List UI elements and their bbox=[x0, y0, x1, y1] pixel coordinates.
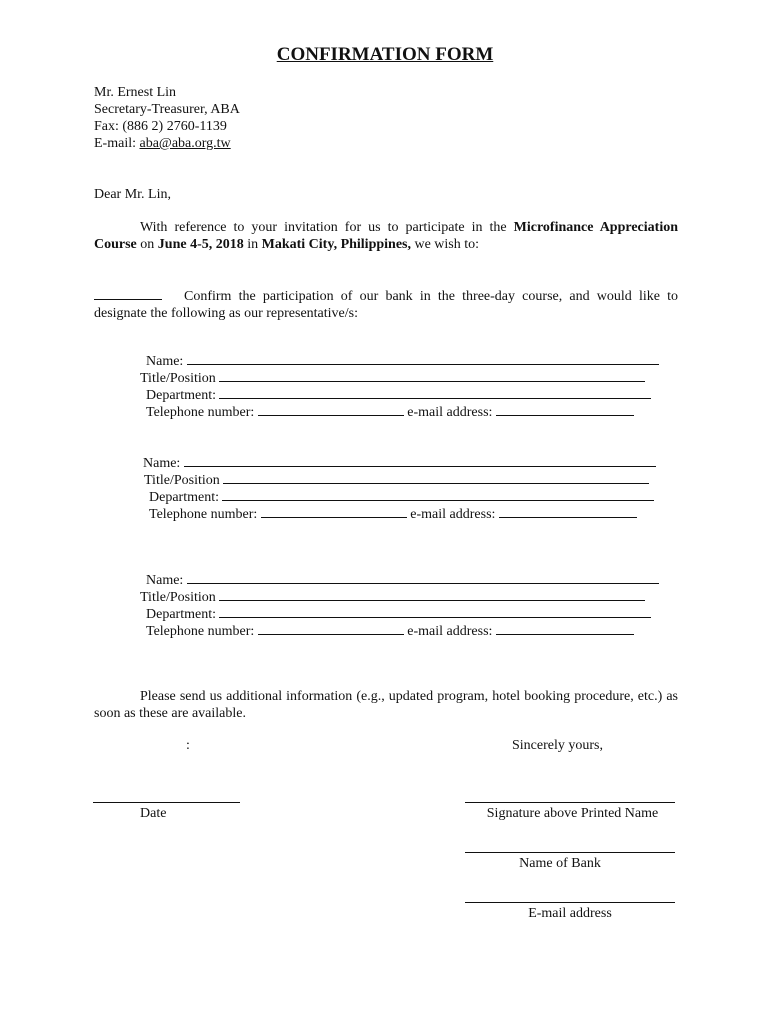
email-address-caption: E-mail address bbox=[528, 906, 612, 921]
representative-1 bbox=[140, 351, 700, 419]
representative-2 bbox=[143, 453, 703, 521]
confirm-text: Confirm the participation of our bank in the three-day course, and would like to designate the following as our representative/s: bbox=[94, 289, 678, 321]
name-field[interactable] bbox=[187, 351, 659, 365]
title-field[interactable] bbox=[219, 368, 645, 382]
name-field[interactable] bbox=[184, 453, 656, 467]
salutation: Dear Mr. Lin, bbox=[94, 187, 171, 202]
title-label: Title/Position bbox=[140, 590, 216, 605]
request-text: Please send us additional information (e.g., updated program, hotel booking procedure, etc.) as soon as these are available. bbox=[94, 689, 678, 721]
bank-name-line[interactable] bbox=[465, 852, 675, 853]
department-field[interactable] bbox=[222, 487, 654, 501]
email-label: E-mail: bbox=[94, 136, 140, 151]
request-paragraph bbox=[94, 688, 678, 722]
email-address-field[interactable] bbox=[499, 504, 637, 518]
email-address-field[interactable] bbox=[496, 402, 634, 416]
intro-text-1: With reference to your invitation for us to participate in the bbox=[140, 220, 514, 235]
addressee-position: Secretary-Treasurer, ABA bbox=[94, 102, 240, 117]
email-address-field[interactable] bbox=[496, 621, 634, 635]
course-name: Microfinance Appreciation Course bbox=[94, 220, 678, 252]
name-label: Name: bbox=[143, 456, 181, 471]
addressee-name: Mr. Ernest Lin bbox=[94, 85, 177, 100]
department-label: Department: bbox=[146, 607, 216, 622]
addressee-email-line bbox=[94, 135, 231, 152]
form-title: CONFIRMATION FORM bbox=[276, 44, 494, 65]
closing: Sincerely yours, bbox=[512, 738, 603, 753]
telephone-field[interactable] bbox=[258, 621, 404, 635]
intro-paragraph bbox=[94, 219, 678, 253]
colon-mark: : bbox=[186, 738, 190, 753]
title-field[interactable] bbox=[219, 587, 645, 601]
department-field[interactable] bbox=[219, 604, 651, 618]
email-address-label: e-mail address: bbox=[407, 405, 493, 420]
email-address-label: e-mail address: bbox=[410, 507, 496, 522]
email-address-label: e-mail address: bbox=[407, 624, 493, 639]
title-field[interactable] bbox=[223, 470, 649, 484]
department-label: Department: bbox=[146, 388, 216, 403]
telephone-label: Telephone number: bbox=[149, 507, 258, 522]
email-link[interactable]: aba@aba.org.tw bbox=[139, 136, 231, 151]
confirm-paragraph bbox=[94, 286, 678, 322]
date-line[interactable] bbox=[93, 802, 240, 803]
course-dates: June 4-5, 2018 bbox=[157, 237, 244, 252]
date-label: Date bbox=[140, 806, 167, 821]
representative-3 bbox=[140, 570, 700, 638]
intro-text-3: in bbox=[243, 237, 262, 252]
telephone-field[interactable] bbox=[258, 402, 404, 416]
email-address-line[interactable] bbox=[465, 902, 675, 903]
title-label: Title/Position bbox=[140, 371, 216, 386]
department-label: Department: bbox=[149, 490, 219, 505]
signature-label: Signature above Printed Name bbox=[486, 806, 659, 821]
telephone-label: Telephone number: bbox=[146, 405, 255, 420]
name-label: Name: bbox=[146, 573, 184, 588]
confirm-checkbox-line[interactable] bbox=[94, 286, 162, 300]
name-label: Name: bbox=[146, 354, 184, 369]
title-label: Title/Position bbox=[144, 473, 220, 488]
course-venue: Makati City, Philippines, bbox=[261, 237, 411, 252]
telephone-label: Telephone number: bbox=[146, 624, 255, 639]
name-field[interactable] bbox=[187, 570, 659, 584]
addressee-fax: Fax: (886 2) 2760-1139 bbox=[94, 119, 227, 134]
department-field[interactable] bbox=[219, 385, 651, 399]
bank-name-label: Name of Bank bbox=[519, 856, 601, 871]
signature-line[interactable] bbox=[465, 802, 675, 803]
intro-text-4: we wish to: bbox=[410, 237, 480, 252]
telephone-field[interactable] bbox=[261, 504, 407, 518]
intro-text-2: on bbox=[136, 237, 158, 252]
